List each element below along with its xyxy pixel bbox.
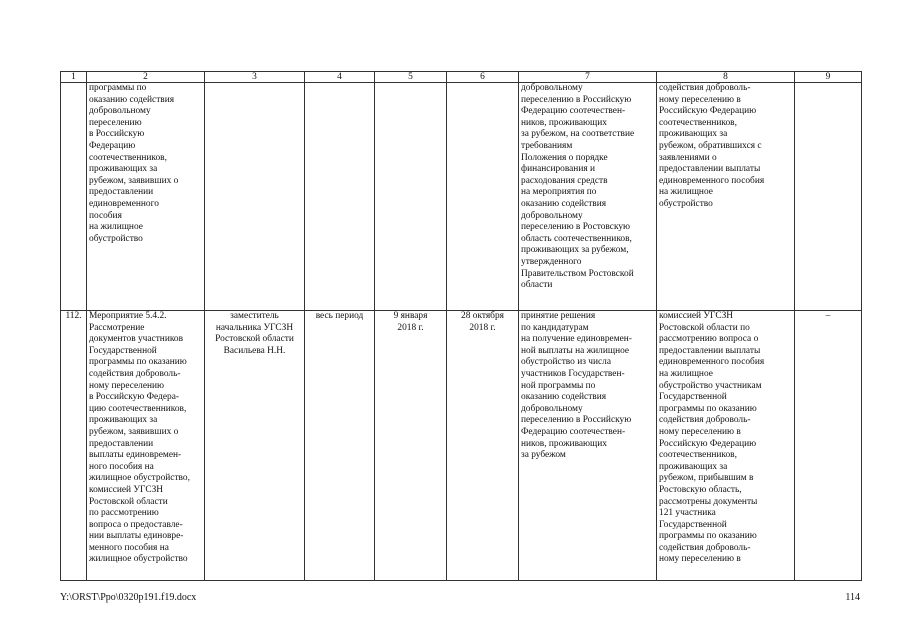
col-header-2: 2	[87, 72, 205, 83]
column-number-row	[61, 72, 862, 83]
table-row	[61, 311, 862, 581]
col-header-3: 3	[205, 72, 305, 83]
table-row	[61, 83, 862, 311]
start-date-cell: 9 января 2018 г.	[375, 311, 447, 581]
row-number-cell	[61, 83, 87, 311]
expected-result-cell: принятие решения по кандидатурам на получение единовремен- ной выплаты на жилищное обустройство из числа участников Государствен- ной программы по оказанию содействия добровольному переселению в Российскую Федерацию соотечествен- ников, проживающих за рубежом	[519, 311, 657, 581]
page-number: 114	[845, 592, 860, 603]
note-cell	[795, 83, 862, 311]
period-cell: весь период	[305, 311, 375, 581]
period-cell	[305, 83, 375, 311]
note-cell: –	[795, 311, 862, 581]
plan-table	[60, 71, 862, 581]
col-header-5: 5	[375, 72, 447, 83]
expected-result-cell: добровольному переселению в Российскую Федерацию соотечествен- ников, проживающих за рубежом, на соответствие требованиям Положения о порядке финансирования и расходования средств на мероприятия по оказанию содействия добровольному переселению в Ростовскую область соотечественников, проживающих за рубежом, утвержденного Правительством Ростовской области	[519, 83, 657, 311]
activity-cell: программы по оказанию содействия добровольному переселению в Российскую Федерацию соотечественников, проживающих за рубежом, заявивших о предоставлении единовременного пособия на жилищное обустройство	[87, 83, 205, 311]
col-header-9: 9	[795, 72, 862, 83]
col-header-7: 7	[519, 72, 657, 83]
activity-cell: Мероприятие 5.4.2. Рассмотрение документов участников Государственной программы по оказанию содействия доброволь- ному переселению в Российскую Федера- цию соотечественников, проживающих за рубежом, заявивших о предоставлении выплаты единовремен- ного пособия на жилищное обустройство, комиссией УГСЗН Ростовской области по рассмотрению вопроса о предоставле- нии выплаты единовре- менного пособия на жилищное обустройство	[87, 311, 205, 581]
end-date-cell: 28 октября 2018 г.	[447, 311, 519, 581]
col-header-8: 8	[657, 72, 795, 83]
actual-result-cell: содействия доброволь- ному переселению в Российскую Федерацию соотечественников, проживающих за рубежом, обратившихся с заявлениями о предоставлении выплаты единовременного пособия на жилищное обустройство	[657, 83, 795, 311]
row-number-cell: 112.	[61, 311, 87, 581]
col-header-6: 6	[447, 72, 519, 83]
responsible-cell: заместитель начальника УГСЗН Ростовской области Васильева Н.Н.	[205, 311, 305, 581]
document-path: Y:\ORST\Ppo\0320p191.f19.docx	[60, 592, 197, 603]
end-date-cell	[447, 83, 519, 311]
col-header-1: 1	[61, 72, 87, 83]
actual-result-cell: комиссией УГСЗН Ростовской области по рассмотрению вопроса о предоставлении выплаты единовременного пособия на жилищное обустройство участникам Государственной программы по оказанию содействия доброволь- ному переселению в Российскую Федерацию соотечественников, проживающих за рубежом, прибывшим в Ростовскую область, рассмотрены документы 121 участника Государственной программы по оказанию содействия доброволь- ному переселению в	[657, 311, 795, 581]
start-date-cell	[375, 83, 447, 311]
col-header-4: 4	[305, 72, 375, 83]
responsible-cell	[205, 83, 305, 311]
